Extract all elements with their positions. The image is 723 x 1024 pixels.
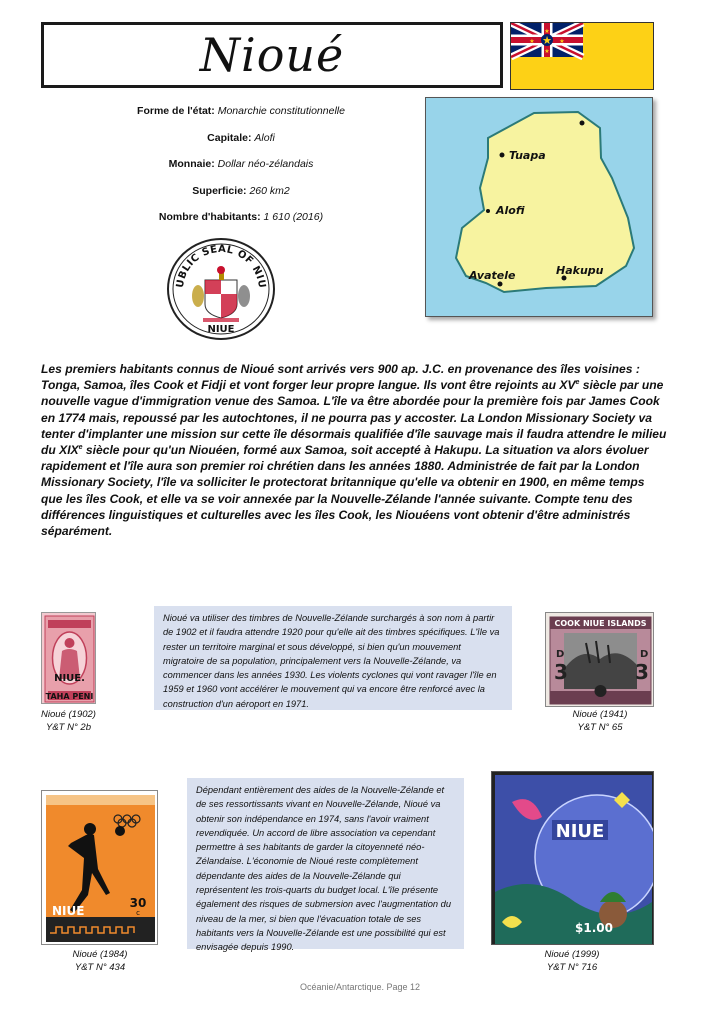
map-dot	[486, 209, 490, 213]
history-paragraph	[41, 361, 667, 539]
history-text-3: siècle pour qu'un Niouéen, formé aux Samoa, soit accepté à Hakupu. La situation va alors évoluer rapidement et l'île aura son premier roi chrétien dans les années 1880. Administrée de fait par la London Missionary Society, l'île va solliciter le protectorat britannique qu'elle va obtenir en 1900, en même temps que les îles Cook, et elle va se voir annexée par la Nouvelle-Zélande l'année suivante. Compte tenu des différences linguistiques et culturelles avec les îles Cook, les Niouéens vont obtenir d'être administrés séparément.	[41, 443, 649, 539]
info-value: Dollar néo-zélandais	[217, 158, 314, 170]
svg-text:★: ★	[542, 35, 552, 47]
svg-text:★: ★	[544, 29, 550, 35]
info-label: Capitale:	[207, 132, 252, 144]
history-text-2: siècle par une nouvelle vague d'immigration venue des Samoa. L'île va être abordée pour la première fois par James Cook en 1774 mais, repoussé par les autochtones, il ne pourra pas y accoster. La London Missionary Society va tenter d'implanter une mission sur cette île désormais qualifiée d'île sauvage mais il faudra attendre le milieu du XIX	[41, 378, 667, 458]
info-value: Monarchie constitutionnelle	[217, 105, 345, 117]
info-label: Nombre d'habitants:	[158, 211, 261, 223]
history-sup-1: e	[575, 379, 580, 387]
stamp-1999-name: NIUE	[555, 821, 605, 842]
stamp-1941-image	[545, 612, 654, 707]
stamp-1999-value: $1.00	[575, 921, 613, 935]
info-forme	[80, 105, 402, 117]
map-label-avatele: Avatele	[469, 269, 516, 282]
seal-bottom-text: NIUE	[207, 324, 235, 335]
stamp-1984-unit: c	[136, 909, 140, 917]
stamp-ref: Y&T N° 434	[74, 962, 126, 973]
title-box	[41, 22, 503, 88]
info-capitale	[80, 132, 402, 144]
info-monnaie	[80, 158, 402, 170]
stamp-1941-letter-left: D	[556, 649, 565, 660]
stamp-1999-caption	[532, 948, 612, 974]
info-superficie	[80, 185, 402, 197]
stamp-1941-value-right: 3	[635, 660, 649, 684]
island-map	[425, 97, 653, 317]
niue-flag-image	[510, 22, 654, 90]
map-dot	[580, 121, 585, 126]
seal-top-text: UBLIC SEAL OF NIU	[174, 243, 268, 290]
stamp-1902-overprint-2: TAHA PENI	[45, 692, 94, 701]
stamp-caption: Nioué (1902)	[41, 709, 96, 720]
stamp-1902-overprint-1: NIUE.	[54, 673, 85, 684]
stamp-1984-image	[41, 790, 158, 945]
stamp-1941-header: COOK NIUE ISLANDS	[554, 619, 647, 628]
page-title: Nioué	[199, 28, 345, 82]
map-label-tuapa: Tuapa	[509, 149, 546, 162]
stamp-1941-value-left: 3	[554, 660, 568, 684]
svg-text:★: ★	[529, 39, 535, 45]
map-dot	[500, 153, 505, 158]
public-seal-image	[165, 236, 277, 342]
map-dot	[498, 282, 503, 287]
stamp-1984-caption	[60, 948, 140, 974]
stamp-caption: Nioué (1984)	[72, 949, 128, 960]
map-label-hakupu: Hakupu	[556, 264, 604, 277]
history-sup-2: e	[78, 443, 83, 451]
info-label: Forme de l'état:	[137, 105, 215, 117]
stamp-1984-value: 30	[129, 896, 147, 910]
stamp-ref: Y&T N° 2b	[46, 722, 91, 733]
stamp-1999-image	[491, 771, 654, 945]
stamp-1902-caption	[31, 708, 106, 734]
stamp-caption: Nioué (1999)	[544, 949, 600, 960]
info-value: 1 610 (2016)	[263, 211, 324, 223]
map-label-alofi: Alofi	[496, 204, 525, 217]
stamp-1941-letter-right: D	[640, 649, 649, 660]
page-footer: Océanie/Antarctique. Page 12	[299, 982, 421, 992]
svg-text:★: ★	[559, 39, 565, 45]
svg-text:★: ★	[544, 49, 550, 55]
stamp-ref: Y&T N° 716	[546, 962, 598, 973]
info-label: Superficie:	[192, 185, 247, 197]
stamp-ref: Y&T N° 65	[577, 722, 623, 733]
stamp-1902-image	[41, 612, 96, 704]
stamp-1984-name: NIUE	[52, 904, 85, 918]
stamp-1941-caption	[560, 708, 640, 734]
history-text-1: Les premiers habitants connus de Nioué sont arrivés vers 900 ap. J.C. en provenance des îles voisines : Tonga, Samoa, îles Cook et Fidji et vont forger leur propre langue. Ils vont être rejoints au XV	[41, 362, 640, 393]
info-value: Alofi	[254, 132, 275, 144]
info-label: Monnaie:	[168, 158, 215, 170]
text-box-1: Nioué va utiliser des timbres de Nouvelle-Zélande surchargés à son nom à partir de 1902 et il faudra attendre 1920 pour qu'elle ait des timbres spécifiques. L'île va rester un territoire marginal et sous développé, si bien qu'un mouvement migratoire de sa population, principalement vers la Nouvelle-Zélande, va commencer dans les années 1930. Les violents cyclones qui vont ravager l'île en 1959 et 1960 vont accélérer le mouvement qui va encore être renforcé avec la construction d'un aéroport en 1971.	[154, 606, 512, 710]
text-box-2: Dépendant entièrement des aides de la Nouvelle-Zélande et de ses ressortissants vivant en Nouvelle-Zélande, Nioué va obtenir son indépendance en 1974, sans l'avoir vraiment revendiquée. Un accord de libre association va cependant permettre à ses habitants de garder la citoyenneté néo-Zélandaise. L'économie de Nioué reste complètement dépendante des aides de la Nouvelle-Zélande qui représentent les trois-quarts du budget local. L'île présente également des risques de submersion avec l'augmentation du niveau de la mer, si bien que l'évacuation totale de ses habitants vers la Nouvelle-Zélande est une possibilité qui est envisagée depuis 1990.	[187, 778, 464, 949]
info-habitants	[80, 211, 402, 223]
info-value: 260 km2	[249, 185, 290, 197]
stamp-caption: Nioué (1941)	[572, 709, 628, 720]
